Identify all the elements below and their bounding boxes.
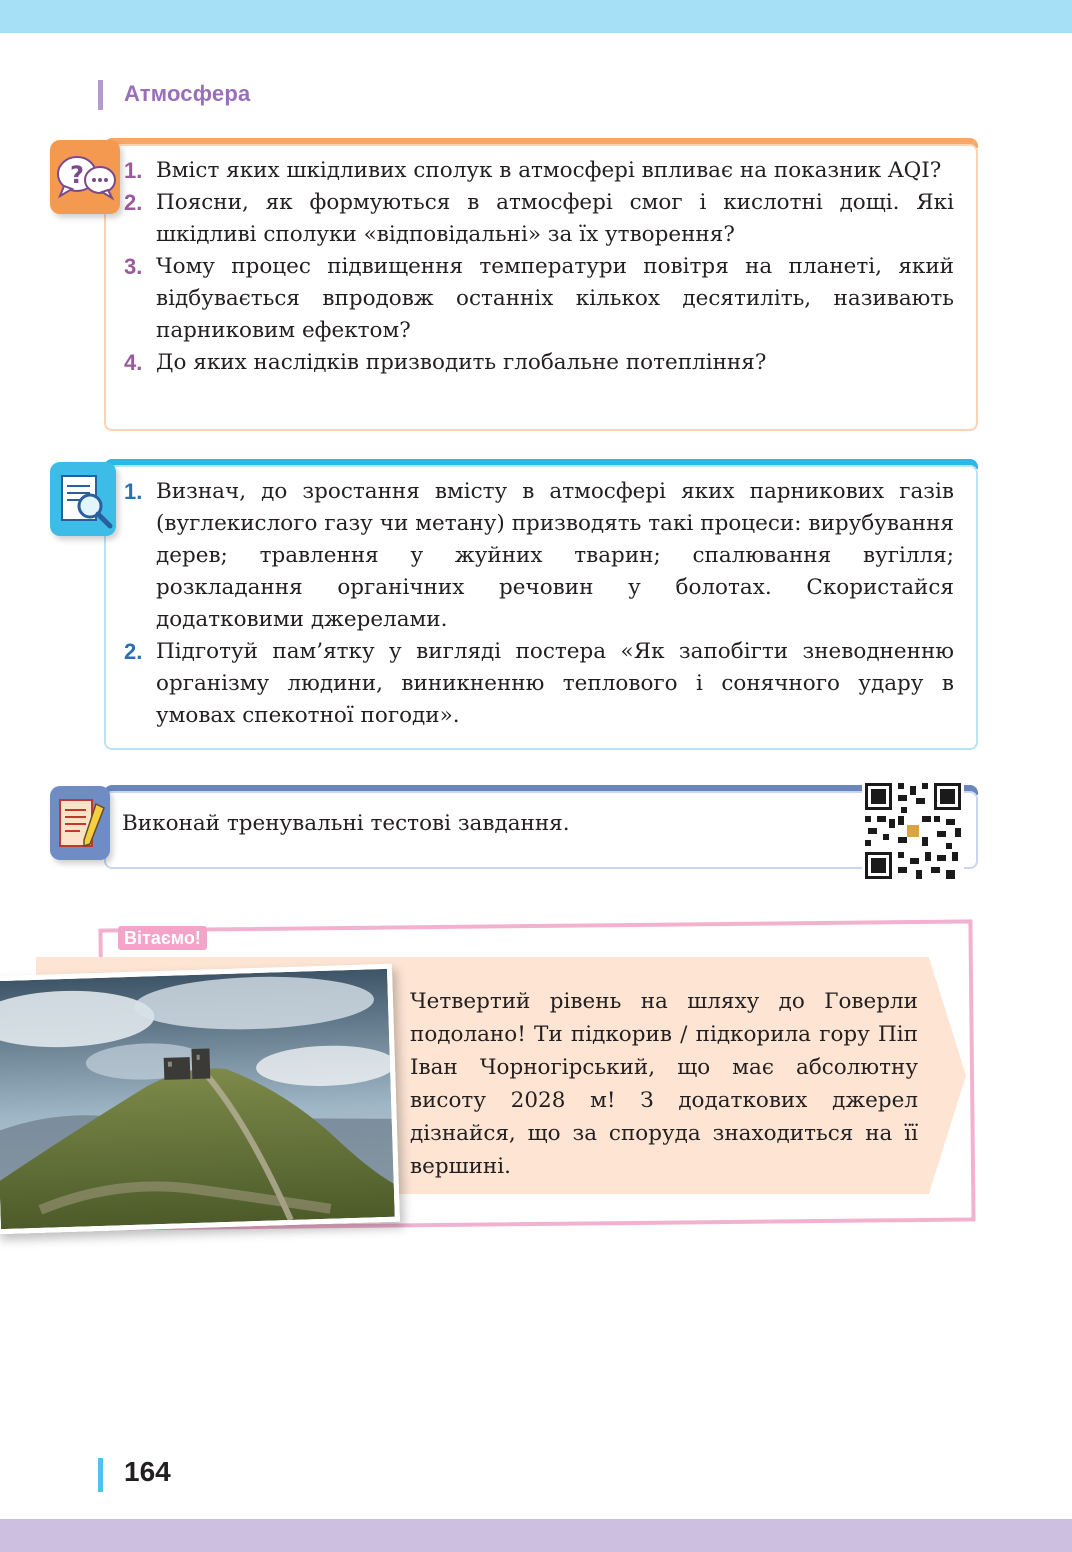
list-item: 2. Підготуй пам’ятку у вигляді постера «Як запобігти зневодненню організму людини, виникненню теплового і сонячного удару в умовах спекотної погоди». [124,639,954,728]
bottom-color-bar [0,1519,1072,1552]
section-marker [98,80,103,110]
research-list [124,476,954,732]
test-text: Виконай тренувальні тестові завдання. [122,811,570,836]
list-item: 3. Чому процес підвищення температури повітря на планеті, який відбувається впродовж останніх кількох десятиліть, називають парниковим ефектом? [124,254,954,343]
list-item: 1. Визнач, до зростання вмісту в атмосфері яких парникових газів (вуглекислого газу чи метану) призводять такі процеси: вирубування дерев; травлення у жуйних тварин; спалювання вугілля; розкладання органічних речовин у болотах. Скористайся додатковими джерелами. [124,479,954,632]
page-number-marker [98,1458,103,1492]
question-bubbles-icon [50,140,120,214]
list-item: 4. До яких наслідків призводить глобальне потепління? [124,350,767,375]
congrats-text: Четвертий рівень на шляху до Говерли подолано! Ти підкорив / підкорила гору Піп Іван Чорногірський, що має абсолютну висоту 2028 м! З додаткових джерел дізнайся, що за споруда знаходиться на її вершині. [410,989,918,1179]
questions-list [124,155,954,379]
page-number: 164 [124,1456,171,1487]
qr-code[interactable] [862,780,964,882]
list-item: 1. Вміст яких шкідливих сполук в атмосфері впливає на показник AQI? [124,158,942,183]
congrats-badge: Вітаємо! [118,926,207,950]
svg-text:?: ? [70,161,84,189]
test-box [104,791,978,869]
questions-box [104,144,978,431]
section-title: Атмосфера [124,81,251,106]
list-item: 2. Поясни, як формуються в атмосфері смог і кислотні дощі. Які шкідливі сполуки «відповідальні» за їх утворення? [124,190,954,247]
research-box [104,465,978,750]
document-magnifier-icon [50,462,116,536]
mountain-photo [0,964,400,1235]
test-pencil-icon [50,786,110,860]
top-color-bar [0,0,1072,33]
